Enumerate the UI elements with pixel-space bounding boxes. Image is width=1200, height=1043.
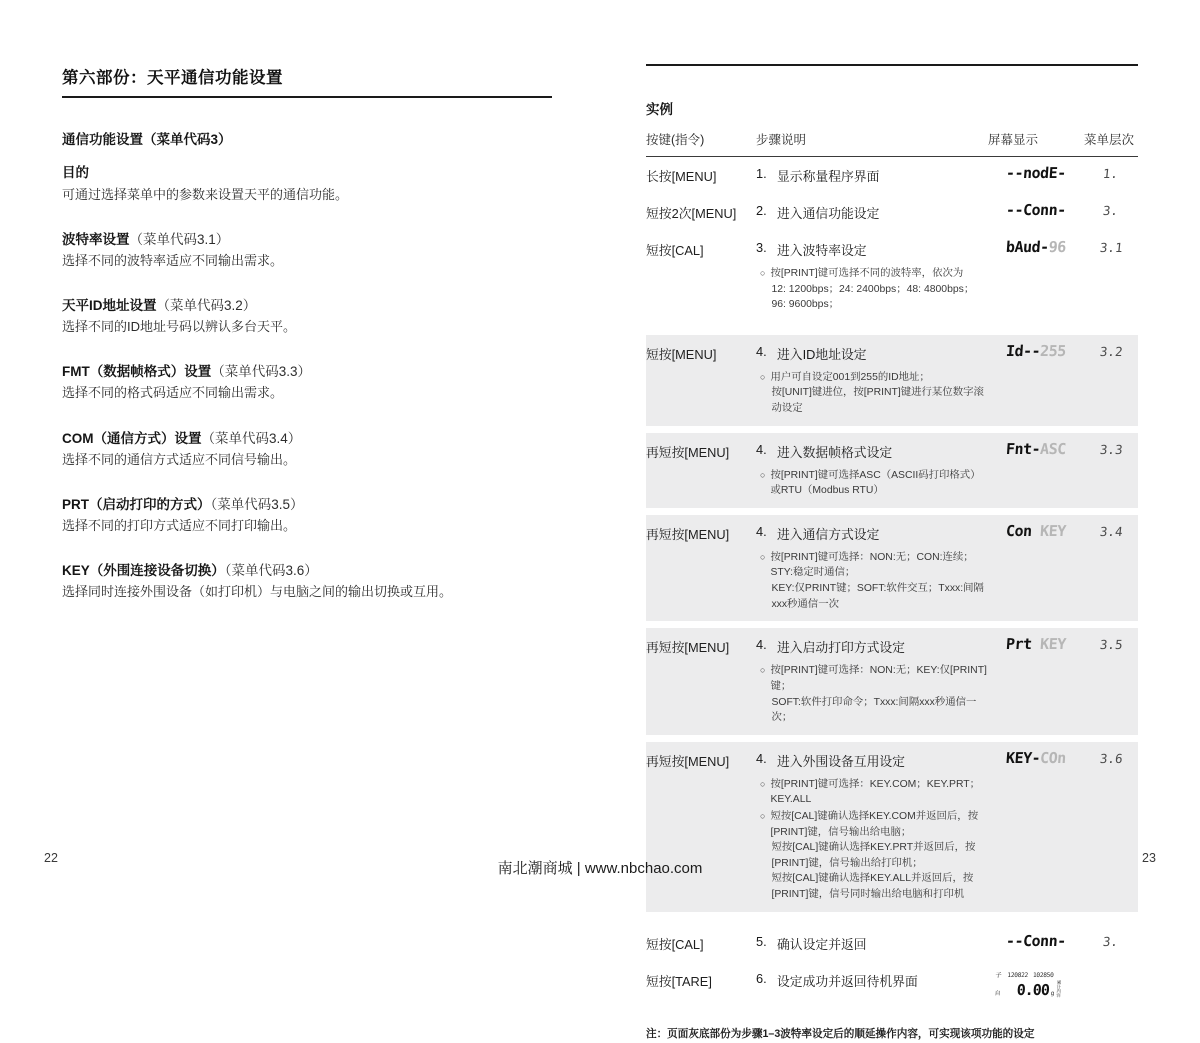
section-fmt <box>62 360 562 403</box>
weigh-main-row <box>994 980 1078 998</box>
lcd-display <box>1006 637 1067 652</box>
lcd-display <box>1005 439 1067 458</box>
section-com-code: （菜单代码3.4） <box>201 430 302 446</box>
section-key-title: KEY（外围连接设备切换） <box>62 562 225 578</box>
title-divider <box>62 96 552 98</box>
row-notes <box>756 266 988 313</box>
row-level <box>1084 925 1138 962</box>
section-id <box>62 294 562 337</box>
note-body <box>770 550 988 612</box>
table-row <box>646 433 1138 508</box>
lcd-display <box>1005 748 1067 767</box>
row-desc <box>756 628 988 734</box>
weigh-time: 102850 <box>1032 971 1054 979</box>
row-step-number: 4. <box>756 637 767 653</box>
note-main: 按[PRINT]键可选择：NON:无；KEY:仅[PRINT]键； <box>770 665 987 692</box>
row-spacer <box>646 322 1138 335</box>
menu-level-value: 3.4 <box>1098 523 1124 539</box>
table-row <box>646 335 1138 426</box>
row-display <box>988 962 1084 1007</box>
row-display <box>988 925 1084 962</box>
note-sub: 12: 1200bps；24: 2400bps；48: 4800bps；96: 9600bps； <box>771 283 975 311</box>
menu-level-value: 3.3 <box>1098 441 1124 457</box>
lcd-display <box>1006 166 1067 181</box>
row-step-number: 2. <box>756 203 767 218</box>
steps-table-body <box>646 157 1138 1008</box>
row-display <box>988 335 1084 426</box>
note-item <box>760 370 988 417</box>
note-sub: 按[UNIT]键进位，按[PRINT]键进行某位数字滚动设定 <box>771 387 984 415</box>
row-key: 短按[CAL] <box>646 243 704 258</box>
row-level <box>1084 194 1138 231</box>
note-bullet-icon: ○ <box>760 268 766 278</box>
note-body <box>770 468 988 499</box>
lcd-dim: 96 <box>1048 238 1067 256</box>
col-header-key: 按键(指令) <box>646 130 756 157</box>
lcd-main: bAud- <box>1005 238 1050 256</box>
site-footer: 南北潮商城 | www.nbchao.com <box>497 860 703 877</box>
table-header-row <box>646 130 1138 157</box>
row-key: 再短按[MENU] <box>646 433 756 508</box>
lcd-main: Con <box>1005 521 1041 540</box>
row-spacer <box>646 621 1138 628</box>
section-id-text: 选择不同的ID地址号码以辨认多台天平。 <box>62 319 297 335</box>
page-number-right: 23 <box>1142 851 1156 865</box>
section-com-heading <box>62 427 562 447</box>
row-desc <box>756 433 988 508</box>
weigh-mode-label: 子 <box>994 971 1002 979</box>
weigh-unit: g <box>1050 990 1055 998</box>
section-baud-title: 波特率设置 <box>62 232 130 248</box>
right-divider <box>646 64 1138 66</box>
section-com-text: 选择不同的通信方式适应不同信号输出。 <box>62 451 297 467</box>
section-id-title: 天平ID地址设置 <box>62 298 157 314</box>
row-desc <box>756 962 988 1007</box>
row-key: 再短按[MENU] <box>646 628 756 734</box>
lcd-dim: KEY <box>1039 635 1067 654</box>
lcd-display <box>1006 240 1067 255</box>
weigh-top-row <box>995 973 1078 979</box>
purpose-text: 可通过选择菜单中的参数来设置天平的通信功能。 <box>62 187 349 202</box>
note-main: 按[PRINT]键可选择：KEY.COM；KEY.PRT；KEY.ALL <box>770 778 981 806</box>
lcd-dim: ASC <box>1039 439 1067 458</box>
note-sub: SOFT:软件打印命令；Txxx:间隔xxx秒通信一次； <box>771 696 977 724</box>
col-header-level: 菜单层次 <box>1084 130 1138 157</box>
examples-label: 实例 <box>646 102 673 117</box>
note-body <box>770 777 988 808</box>
row-step-text: 进入通信方式设定 <box>777 526 880 542</box>
note-item <box>760 550 988 612</box>
lcd-main: --Conn- <box>1005 201 1067 219</box>
note-item <box>760 663 988 725</box>
note-body <box>770 809 988 903</box>
note-body <box>770 370 988 417</box>
row-display <box>988 742 1084 912</box>
section-prt-title: PRT（启动打印的方式） <box>62 496 211 512</box>
row-level <box>1084 335 1138 426</box>
table-row <box>646 925 1138 962</box>
row-notes <box>756 777 988 903</box>
section-fmt-heading <box>62 360 562 380</box>
lcd-main: Id-- <box>1005 341 1041 360</box>
note-item <box>760 809 988 903</box>
row-step-text: 确认设定并返回 <box>777 936 867 952</box>
row-spacer <box>646 508 1138 515</box>
section-com-title: COM（通信方式）设置 <box>62 430 202 446</box>
section-prt-text: 选择不同的打印方式适应不同打印输出。 <box>62 517 297 533</box>
menu-level-value: 3.5 <box>1098 637 1124 653</box>
note-main: 按[PRINT]键可选择不同的波特率，依次为 <box>770 268 964 279</box>
note-main: 按[PRINT]键可选择ASC（ASCII码打印格式）或RTU（Modbus RTU） <box>770 469 981 497</box>
menu-level-value: 3.6 <box>1098 750 1124 766</box>
note-main: 短按[CAL]键确认选择KEY.COM并返回后，按[PRINT]键，信号输出给电脑； <box>770 810 979 838</box>
row-spacer <box>646 912 1138 925</box>
row-display <box>988 231 1084 322</box>
row-notes <box>756 370 988 417</box>
section-key-code: （菜单代码3.6） <box>224 562 318 578</box>
section-fmt-title: FMT（数据帧格式）设置 <box>62 364 212 380</box>
row-desc <box>756 742 988 912</box>
section-prt-code: （菜单代码3.5） <box>210 496 304 512</box>
weigh-left-label: 自 <box>993 990 1001 998</box>
lcd-dim: COn <box>1039 748 1067 767</box>
note-item <box>760 266 988 313</box>
row-level <box>1084 433 1138 508</box>
section-baud-heading <box>62 228 562 248</box>
row-key: 短按[MENU] <box>646 335 756 426</box>
table-row <box>646 515 1138 621</box>
lcd-display <box>1005 341 1067 360</box>
note-body <box>770 266 988 313</box>
lcd-dim: KEY <box>1039 521 1067 540</box>
table-row <box>646 194 1138 231</box>
table-row <box>646 962 1138 1007</box>
row-level <box>1084 962 1138 1007</box>
note-bullet-icon: ○ <box>760 469 766 480</box>
lcd-main: Prt <box>1005 635 1041 654</box>
row-key: 短按[CAL] <box>646 936 704 952</box>
section-baud-code: （菜单代码3.1） <box>129 232 230 248</box>
page-title: 第六部份：天平通信功能设置 <box>62 69 283 87</box>
row-notes <box>756 468 988 499</box>
table-row <box>646 157 1138 195</box>
note-item <box>760 777 988 808</box>
row-level <box>1084 742 1138 912</box>
row-key: 再短按[MENU] <box>646 742 756 912</box>
section-key <box>62 559 562 602</box>
note-bullet-icon: ○ <box>760 371 766 382</box>
weigh-value: 0.00 <box>1015 981 1049 1000</box>
row-step-text: 进入波特率设定 <box>777 243 867 258</box>
weigh-date: 120822 <box>1006 971 1028 979</box>
row-step-number: 6. <box>756 970 767 986</box>
lcd-main: --nodE- <box>1005 164 1067 182</box>
row-step-number: 4. <box>756 441 767 457</box>
menu-level-value: 3.1 <box>1098 240 1124 255</box>
menu-level-value: 3. <box>1102 933 1120 949</box>
row-spacer <box>646 426 1138 433</box>
menu-level-value: 3.2 <box>1098 343 1124 359</box>
row-desc <box>756 925 988 962</box>
row-desc <box>756 515 988 621</box>
row-step-number: 4. <box>756 750 767 766</box>
row-step-text: 设定成功并返回待机界面 <box>777 973 918 989</box>
menu-level-value: 1. <box>1102 166 1120 181</box>
table-footnote: 注：页面灰底部份为步骤1–3波特率设定后的顺延操作内容，可实现该项功能的设定 <box>646 1028 1035 1041</box>
row-key: 再短按[MENU] <box>646 515 756 621</box>
note-bullet-icon: ○ <box>760 810 766 821</box>
note-item <box>760 468 988 499</box>
row-notes <box>756 550 988 612</box>
section-prt <box>62 493 562 536</box>
section-key-heading <box>62 559 562 579</box>
row-display <box>988 515 1084 621</box>
section-fmt-text: 选择不同的格式码适应不同输出需求。 <box>62 385 284 401</box>
row-step-number: 5. <box>756 933 767 949</box>
row-level <box>1084 157 1138 195</box>
row-step-number: 4. <box>756 523 767 539</box>
section-com <box>62 427 562 470</box>
lcd-main: KEY- <box>1005 748 1041 767</box>
note-sub: 短按[CAL]键确认选择KEY.PRT并返回后，按[PRINT]键，信号输出给打印机； <box>771 842 976 869</box>
table-row <box>646 231 1138 322</box>
row-desc <box>756 231 988 322</box>
weigh-side-label: 累计内容 <box>1055 979 1062 998</box>
table-row <box>646 628 1138 734</box>
purpose-heading: 目的 <box>62 165 89 180</box>
row-step-text: 进入外围设备互用设定 <box>777 753 905 769</box>
row-step-text: 进入数据帧格式设定 <box>777 444 893 460</box>
row-step-text: 显示称量程序界面 <box>777 169 880 184</box>
row-step-number: 1. <box>756 166 767 181</box>
row-desc <box>756 194 988 231</box>
note-main: 用户可自设定001到255的ID地址； <box>770 371 930 383</box>
note-bullet-icon: ○ <box>760 778 766 789</box>
row-desc <box>756 157 988 195</box>
lcd-display <box>1005 931 1067 950</box>
row-level <box>1084 628 1138 734</box>
row-step-text: 进入启动打印方式设定 <box>777 640 905 656</box>
section-baud <box>62 228 562 271</box>
section-fmt-code: （菜单代码3.3） <box>211 364 312 380</box>
row-step-number: 3. <box>756 240 767 255</box>
lcd-display <box>1005 521 1067 540</box>
menu-level-value: 3. <box>1102 203 1120 218</box>
row-step-text: 进入通信功能设定 <box>777 206 880 221</box>
page-number-left: 22 <box>44 851 58 865</box>
col-header-display: 屏幕显示 <box>988 130 1084 157</box>
row-display <box>988 194 1084 231</box>
row-key: 长按[MENU] <box>646 169 717 184</box>
note-sub: KEY:仅PRINT键；SOFT:软件交互；Txxx:间隔xxx秒通信一次 <box>771 583 984 610</box>
note-body <box>770 663 988 725</box>
weighing-screen-display <box>994 971 1078 998</box>
left-column <box>62 64 562 602</box>
row-step-number: 4. <box>756 343 767 359</box>
row-step-text: 进入ID地址设定 <box>777 346 867 362</box>
note-bullet-icon: ○ <box>760 665 766 676</box>
row-level <box>1084 515 1138 621</box>
section-id-code: （菜单代码3.2） <box>156 298 257 314</box>
section-lead-heading: 通信功能设置（菜单代码3） <box>62 132 232 147</box>
note-bullet-icon: ○ <box>760 551 766 562</box>
section-key-text: 选择同时连接外围设备（如打印机）与电脑之间的输出切换或互用。 <box>62 583 453 599</box>
lcd-display <box>1006 203 1067 218</box>
table-row <box>646 742 1138 912</box>
col-header-desc: 步骤说明 <box>756 130 988 157</box>
lcd-main: --Conn- <box>1005 931 1067 950</box>
steps-table-head <box>646 130 1138 157</box>
note-main: 按[PRINT]键可选择：NON:无；CON:连续；STY:稳定时通信； <box>770 551 974 579</box>
row-desc <box>756 335 988 426</box>
lcd-dim: 255 <box>1039 341 1067 360</box>
note-sub: 短按[CAL]键确认选择KEY.ALL并返回后，按[PRINT]键，信号同时输出给电脑和打印机 <box>771 873 974 901</box>
right-column <box>646 64 1138 1043</box>
row-key: 短按[TARE] <box>646 973 712 989</box>
lcd-main: Fnt- <box>1005 439 1041 458</box>
row-display <box>988 433 1084 508</box>
section-id-heading <box>62 294 562 314</box>
row-display <box>988 157 1084 195</box>
row-spacer <box>646 735 1138 742</box>
row-key: 短按2次[MENU] <box>646 206 737 221</box>
section-prt-heading <box>62 493 562 513</box>
row-level <box>1084 231 1138 322</box>
row-display <box>988 628 1084 734</box>
section-baud-text: 选择不同的波特率适应不同输出需求。 <box>62 253 284 269</box>
row-notes <box>756 663 988 725</box>
